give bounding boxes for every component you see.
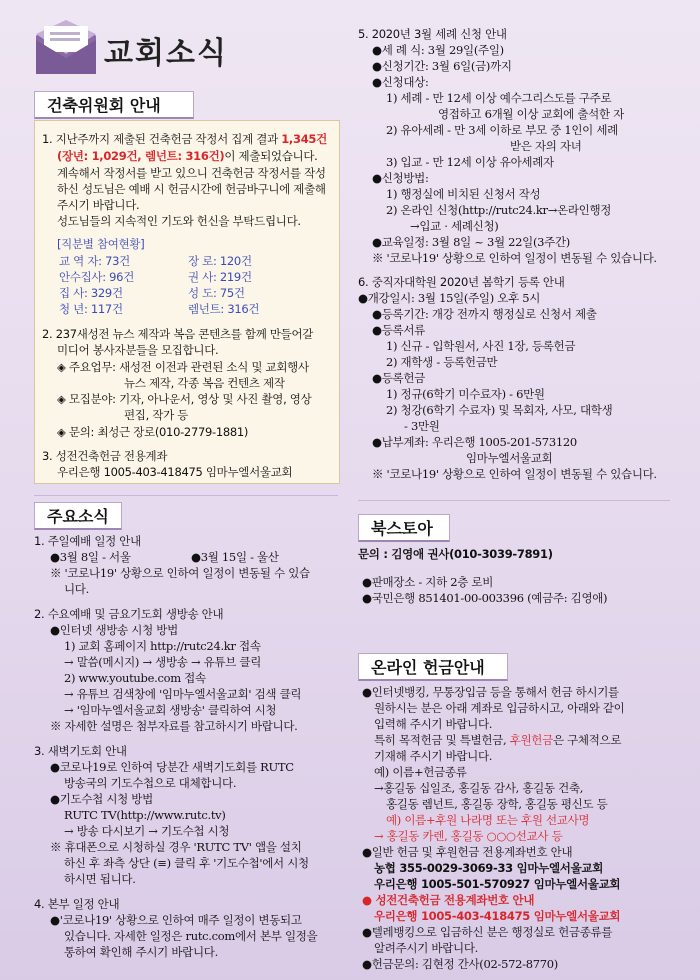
offering-line: ●텔레뱅킹으로 입금하신 분은 행정실로 헌금종류를 — [362, 925, 613, 939]
graduate-line: ●등록기간: 개강 전까지 행정실로 신청서 제출 — [372, 307, 597, 321]
bookstore-header: 북스토아 — [358, 514, 450, 542]
baptism-line: ●신청방법: — [372, 171, 429, 185]
building-item1-line6: 성도님들의 지속적인 기도와 헌신을 부탁드립니다. — [57, 214, 301, 228]
building-item2-line3: ◈ 주요업무: 새성전 이전과 관련된 소식 및 교회행사 — [57, 360, 309, 374]
graduate-line: 1) 신규 - 입학원서, 사진 1장, 등록헌금 — [386, 339, 576, 353]
news-heading: 4. 본부 일정 안내 — [34, 897, 120, 911]
baptism-line: 2) 온라인 신청(http://rutc24.kr→온라인행정 — [386, 203, 612, 217]
news-line: ●3월 8일 - 서울 — [50, 550, 131, 564]
news-line: → 유튜브 검색창에 '임마누엘서울교회' 검색 클릭 — [64, 687, 302, 701]
stats-title: [직분별 참여현황] — [57, 237, 145, 251]
baptism-line: ●세 례 식: 3월 29일(주일) — [372, 43, 504, 57]
news-line: 있습니다. 자세한 일정은 rutc.com에서 본부 일정을 — [64, 929, 318, 943]
building-item3-line1: 3. 성전건축헌금 전용계좌 — [42, 449, 168, 463]
offering-line: 입력해 주시기 바랍니다. — [374, 717, 493, 731]
news-line: RUTC TV(http://www.rutc.tv) — [64, 808, 226, 822]
graduate-line: 임마누엘서울교회 — [466, 451, 553, 465]
baptism-line: 영접하고 6개월 이상 교회에 출석한 자 — [438, 107, 624, 121]
news-line: 2) www.youtube.com 접속 — [64, 671, 206, 685]
news-line: → 방송 다시보기 → 기도수첩 시청 — [64, 824, 230, 838]
offering-account: 우리은행 1005-403-418475 임마누엘서울교회 — [374, 909, 621, 923]
stats-cell: 렘넌트: 316건 — [188, 302, 260, 316]
baptism-line: 1) 세례 - 만 12세 이상 예수그리스도를 구주로 — [386, 91, 612, 105]
graduate-line: ※ '코로나19' 상황으로 인하여 일정이 변동될 수 있습니다. — [372, 467, 657, 481]
building-item2-line4: 뉴스 제작, 각종 복음 컨텐츠 제작 — [124, 376, 285, 390]
stats-cell: 권 사: 219건 — [188, 270, 252, 284]
graduate-line: ●납부계좌: 우리은행 1005-201-573120 — [372, 435, 577, 449]
offering-account: 농협 355-0029-3069-33 임마누엘서울교회 — [374, 861, 604, 875]
offering-header: 온라인 헌금안내 — [358, 653, 508, 681]
building-item1-line2: (장년: 1,029건, 렘넌트: 316건)이 제출되었습니다. — [57, 149, 318, 163]
building-item2-line2: 미디어 봉사자분들을 모집합니다. — [57, 343, 219, 357]
news-line: 니다. — [64, 582, 89, 596]
news-line: ●기도수첩 시청 방법 — [50, 792, 153, 806]
graduate-line: 1) 정규(6학기 미수료자) - 6만원 — [386, 387, 545, 401]
building-item2-line7: ◈ 문의: 최성근 장로(010-2779-1881) — [57, 425, 249, 439]
graduate-line: ●등록헌금 — [372, 371, 425, 385]
news-line: 하시면 됩니다. — [64, 872, 136, 886]
right-divider — [358, 500, 670, 501]
baptism-line: ●교육일정: 3월 8일 ~ 3월 22일(3주간) — [372, 235, 570, 249]
offering-line: 기재해 주시기 바랍니다. — [374, 749, 493, 763]
graduate-line: 2) 재학생 - 등록헌금만 — [386, 355, 498, 369]
baptism-heading: 5. 2020년 3월 세례 신청 안내 — [358, 27, 507, 41]
graduate-line: 2) 청강(6학기 수료자) 및 목회자, 사모, 대학생 — [386, 403, 613, 417]
offering-line: 예) 이름+헌금종류 — [374, 765, 467, 779]
news-line: ●코로나19로 인하여 당분간 새벽기도회를 RUTC — [50, 760, 294, 774]
news-line: → '임마누엘서울교회 생방송' 클릭하여 시청 — [64, 703, 277, 717]
building-item2-line1: 2. 237새성전 뉴스 제작과 복음 콘텐츠를 함께 만들어갈 — [42, 327, 314, 341]
page-title: 교회소식 — [104, 36, 228, 71]
building-item2-line6: 편집, 작가 등 — [124, 408, 189, 422]
building-header: 건축위원회 안내 — [34, 91, 194, 119]
baptism-line: →입교 · 세례신청) — [410, 219, 499, 233]
stats-cell: 성 도: 75건 — [188, 286, 245, 300]
building-item1-line1: 1. 지난주까지 제출된 건축헌금 작정서 집계 결과 1,345건 — [42, 132, 327, 146]
news-line: ●인터넷 생방송 시청 방법 — [50, 623, 178, 637]
baptism-line: ※ '코로나19' 상황으로 인하여 일정이 변동될 수 있습니다. — [372, 251, 657, 265]
stats-cell: 장 로: 120건 — [188, 254, 252, 268]
news-line: 하신 후 좌측 상단 (≡) 클릭 후 '기도수첩'에서 시청 — [64, 856, 309, 870]
building-item2-line5: ◈ 모집분야: 기자, 아나운서, 영상 및 사진 촬영, 영상 — [57, 392, 312, 406]
graduate-line: ●등록서류 — [372, 323, 425, 337]
stats-cell: 집 사: 329건 — [59, 286, 123, 300]
baptism-line: ●신청기간: 3월 6일(금)까지 — [372, 59, 512, 73]
news-heading: 1. 주일예배 일정 안내 — [34, 534, 141, 548]
offering-line: ●인터넷뱅킹, 무통장입금 등을 통해서 헌금 하시기를 — [362, 685, 619, 699]
news-line: → 말씀(메시지) → 생방송 → 유튜브 클릭 — [64, 655, 262, 669]
envelope-icon — [30, 20, 100, 78]
news-line: 통하여 확인해 주시기 바랍니다. — [64, 945, 218, 959]
news-heading: 2. 수요예배 및 금요기도회 생방송 안내 — [34, 607, 224, 621]
offering-line: 홍길동 렘넌트, 홍길동 장학, 홍길동 평신도 등 — [386, 797, 608, 811]
offering-line: 알려주시기 바랍니다. — [374, 941, 478, 955]
baptism-line: 받은 자의 자녀 — [510, 139, 582, 153]
offering-account: 우리은행 1005-501-570927 임마누엘서울교회 — [374, 877, 621, 891]
stats-cell: 교 역 자: 73건 — [59, 254, 130, 268]
offering-line: ●일반 헌금 및 후원헌금 전용계좌번호 안내 — [362, 845, 573, 859]
news-line: ●3월 15일 - 울산 — [191, 550, 279, 564]
left-divider — [34, 495, 338, 496]
offering-line: →홍길동 십일조, 홍길동 감사, 홍길동 건축, — [374, 781, 584, 795]
graduate-heading: 6. 중직자대학원 2020년 봄학기 등록 안내 — [358, 275, 565, 289]
building-item3-line2: 우리은행 1005-403-418475 임마누엘서울교회 — [57, 465, 293, 479]
building-item1-line3: 계속해서 작정서를 받고 있으니 건축헌금 작정서를 작성 — [57, 166, 326, 180]
offering-line: → 홍길동 카렌, 홍길동 ○○○선교사 등 — [374, 829, 563, 843]
building-item1-line5: 주시기 바랍니다. — [57, 198, 140, 212]
offering-line: 특히 목적헌금 및 특별헌금, 후원헌금은 구체적으로 — [374, 733, 622, 747]
main-news-header: 주요소식 — [34, 502, 122, 530]
baptism-line: ●신청대상: — [372, 75, 429, 89]
offering-line: ●헌금문의: 김현정 간사(02-572-8770) — [362, 957, 558, 971]
bookstore-contact: 문의 : 김영애 권사(010-3039-7891) — [358, 547, 553, 561]
bookstore-line: ●국민은행 851401-00-003396 (예금주: 김영애) — [362, 591, 608, 605]
building-item1-line4: 하신 성도님은 예배 시 헌금시간에 헌금바구니에 제출해 — [57, 182, 326, 196]
news-line: ※ 자세한 설명은 첨부자료를 참고하시기 바랍니다. — [50, 719, 298, 733]
news-line: ●'코로나19' 상황으로 인하여 매주 일정이 변동되고 — [50, 913, 302, 927]
news-line: ※ 휴대폰으로 시청하실 경우 'RUTC TV' 앱을 설치 — [50, 840, 302, 854]
news-heading: 3. 새벽기도회 안내 — [34, 744, 127, 758]
bookstore-line: ●판매장소 - 지하 2층 로비 — [362, 575, 494, 589]
news-line: 방송국의 기도수첩으로 대체합니다. — [64, 776, 237, 790]
graduate-line: ●개강일시: 3월 15일(주일) 오후 5시 — [358, 291, 541, 305]
offering-line: 예) 이름+후원 나라명 또는 후원 선교사명 — [386, 813, 590, 827]
baptism-line: 1) 행정실에 비치된 신청서 작성 — [386, 187, 541, 201]
graduate-line: - 3만원 — [404, 419, 440, 433]
offering-line: 원하시는 분은 아래 계좌로 입금하시고, 아래와 같이 — [374, 701, 625, 715]
baptism-line: 3) 입교 - 만 12세 이상 유아세례자 — [386, 155, 554, 169]
news-line: 1) 교회 홈페이지 http://rutc24.kr 접속 — [64, 639, 261, 653]
stats-cell: 청 년: 117건 — [59, 302, 123, 316]
news-line: ※ '코로나19' 상황으로 인하여 일정이 변동될 수 있습 — [50, 566, 310, 580]
offering-line: ● 성전건축헌금 전용계좌번호 안내 — [362, 893, 535, 907]
stats-cell: 안수집사: 96건 — [59, 270, 135, 284]
baptism-line: 2) 유아세례 - 만 3세 이하로 부모 중 1인이 세례 — [386, 123, 618, 137]
